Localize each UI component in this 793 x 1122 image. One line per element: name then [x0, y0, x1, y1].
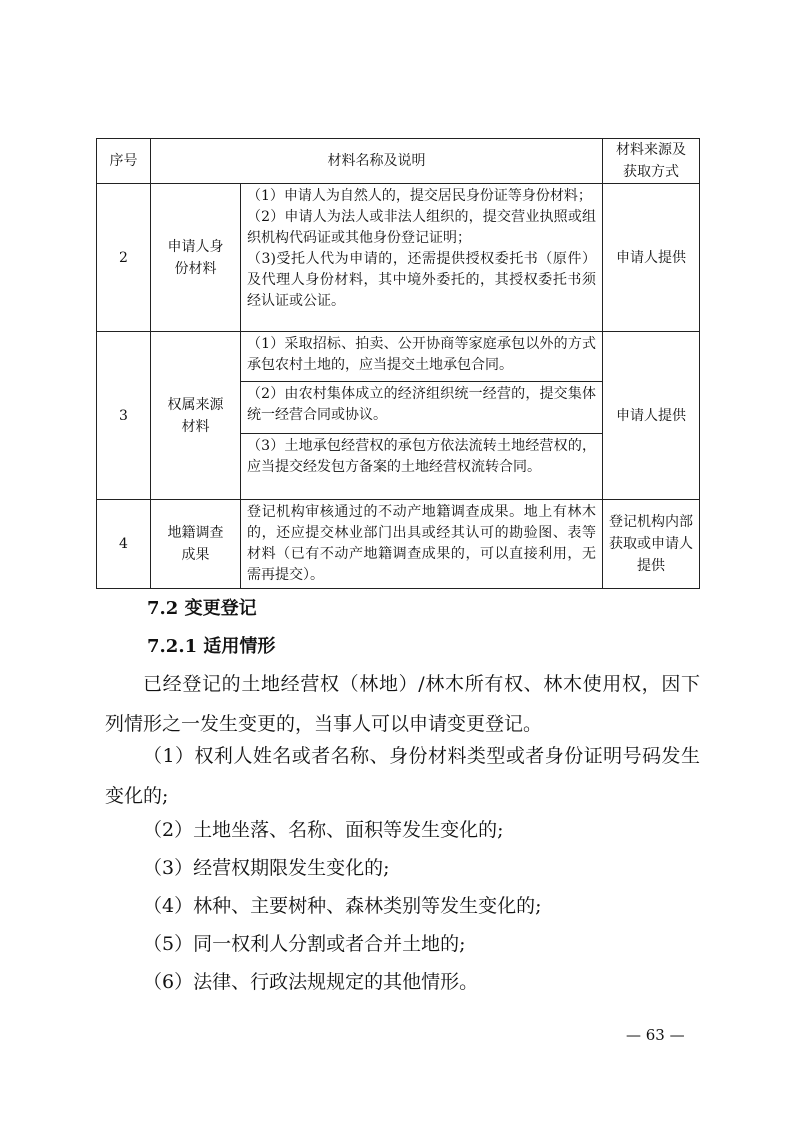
section-heading: 7.2 变更登记 [147, 598, 257, 619]
list-item: （3）经营权期限发生变化的; [143, 857, 390, 879]
list-item: （1）权利人姓名或者名称、身份材料类型或者身份证明号码发生变化的; [105, 745, 700, 807]
row-source: 申请人提供 [603, 184, 700, 332]
row-number: 4 [97, 500, 151, 589]
desc-item: （3）土地承包经营权的承包方依法流转土地经营权的，应当提交经发包方备案的土地经营权流转合同。 [241, 434, 603, 500]
row-material-desc: 登记机构审核通过的不动产地籍调查成果。地上有林木的，还应提交林业部门出具或经其认可的勘验图、表等材料（已有不动产地籍调查成果的，可以直接利用，无需再提交）。 [241, 500, 603, 589]
page-number: — 63 — [626, 1026, 685, 1044]
row-source: 申请人提供 [603, 332, 700, 500]
table-row [97, 500, 700, 589]
header-no: 序号 [97, 139, 151, 184]
subsection-heading: 7.2.1 适用情形 [147, 636, 276, 657]
desc-item: （3)受托人代为申请的，还需提供授权委托书（原件）及代理人身份材料，其中境外委托的，其授权委托书须经认证或公证。 [247, 251, 596, 309]
row-material-name: 地籍调查成果 [151, 500, 241, 589]
list-item: （6）法律、行政法规规定的其他情形。 [143, 971, 479, 993]
table-header-row [97, 139, 700, 184]
desc-item: （2）由农村集体成立的经济组织统一经营的，提交集体统一经营合同或协议。 [241, 382, 603, 434]
row-material-name: 权属来源材料 [151, 332, 241, 500]
header-material: 材料名称及说明 [151, 139, 603, 184]
materials-table [96, 138, 700, 589]
header-source: 材料来源及获取方式 [603, 139, 700, 184]
row-material-desc [241, 184, 603, 332]
intro-paragraph: 已经登记的土地经营权（林地）/林木所有权、林木使用权，因下列情形之一发生变更的，当事人可以申请变更登记。 [105, 673, 700, 735]
list-item: （2）土地坐落、名称、面积等发生变化的; [143, 819, 504, 841]
row-number: 2 [97, 184, 151, 332]
table-row [97, 184, 700, 332]
row-material-name: 申请人身份材料 [151, 184, 241, 332]
row-source: 登记机构内部获取或申请人提供 [603, 500, 700, 589]
desc-item: （1）申请人为自然人的，提交居民身份证等身份材料； [247, 188, 592, 204]
table-row [97, 332, 700, 382]
desc-item: （2）申请人为法人或非法人组织的，提交营业执照或组织机构代码证或其他身份登记证明； [247, 209, 596, 246]
list-item: （5）同一权利人分割或者合并土地的; [143, 933, 466, 955]
list-item: （4）林种、主要树种、森林类别等发生变化的; [143, 895, 542, 917]
desc-item: （1）采取招标、拍卖、公开协商等家庭承包以外的方式承包农村土地的，应当提交土地承包合同。 [241, 332, 603, 382]
row-number: 3 [97, 332, 151, 500]
